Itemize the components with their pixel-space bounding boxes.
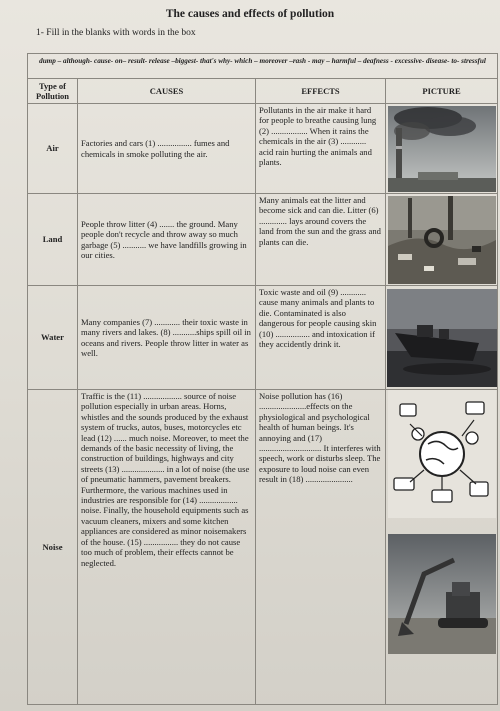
instruction-text: 1- Fill in the blanks with words in the box	[36, 28, 196, 38]
picture-land	[386, 194, 498, 286]
excavator-construction-photo-icon	[388, 534, 496, 654]
header-causes: CAUSES	[78, 79, 256, 104]
causes-water: Many companies (7) ............ their toxic waste in many rivers and lakes. (8) ...........ships spill oil in oceans and rivers. People throw litter in water as well.	[78, 286, 256, 390]
type-water: Water	[28, 286, 78, 390]
landfill-garbage-photo-icon	[388, 196, 496, 284]
picture-noise	[386, 390, 498, 705]
effects-water: Toxic waste and oil (9) ............ cause many animals and plants to die. Contaminated is also dangerous for people causing skin (10) ................ and intoxication if they accidently drink it.	[256, 286, 386, 390]
header-picture: PICTURE	[386, 79, 498, 104]
type-noise: Noise	[28, 390, 78, 705]
noisy-globe-cartoon-icon	[388, 390, 496, 518]
word-bank: dump – although- cause- on– result- release –biggest- that's why- which – moreover –rash - may – harmful – deafness - excessive- disease- to- stressful	[28, 54, 498, 79]
table-row-land	[28, 194, 498, 286]
picture-air	[386, 104, 498, 194]
type-land: Land	[28, 194, 78, 286]
effects-air: Pollutants in the air make it hard for people to breathe causing lung (2) ................. When it rains the chemicals in the air (3) ............ acid rain hurting the animals and plants.	[256, 104, 386, 194]
type-air: Air	[28, 104, 78, 194]
pollution-table	[27, 53, 498, 705]
shipwreck-oil-photo-icon	[387, 289, 497, 387]
table-row-noise	[28, 390, 498, 705]
factory-smokestack-photo-icon	[388, 106, 496, 192]
effects-noise: Noise pollution has (16) ......................effects on the physiological and psychological health of human beings. It's annoying and (17) ............................. It interferes with speech, work or disturbs sleep. The exposure to loud noise can even result in (18) ......................	[256, 390, 386, 705]
table-row-water	[28, 286, 498, 390]
page-title: The causes and effects of pollution	[165, 8, 335, 20]
causes-noise: Traffic is the (11) .................. source of noise pollution especially in urban areas. Horns, whistles and the sounds produced by the exhaust system of trucks, autos, buses, motorcycles etc lead (12) ...... much noise. Moreover, to meet the demands of the basic necessity of living, the construction of buildings, highways and city streets (13) .................... in a lot of noise (the use of pneumatic hammers, pavement breakers. Furthermore, the various machines used in industries are responsible for (14) .................. noise. Finally, the household equipments such as vacuum cleaners, mixers and some kitchen appliances are considered as minor noisemakers of the house. (15) ................ they do not cause too much of problem, their effects cannot be neglected.	[78, 390, 256, 705]
causes-air: Factories and cars (1) ................ fumes and chemicals in smoke polluting the air.	[78, 104, 256, 194]
picture-water	[386, 286, 498, 390]
causes-land: People throw litter (4) ....... the ground. Many people don't recycle and throw away so much garbage (5) ........... we have landfills growing in our cities.	[78, 194, 256, 286]
header-effects: EFFECTS	[256, 79, 386, 104]
table-row-air	[28, 104, 498, 194]
header-type: Type of Pollution	[28, 79, 78, 104]
effects-land: Many animals eat the litter and become sick and can die. Litter (6) ............. lays around covers the land from the sun and the grass and plants can die.	[256, 194, 386, 286]
